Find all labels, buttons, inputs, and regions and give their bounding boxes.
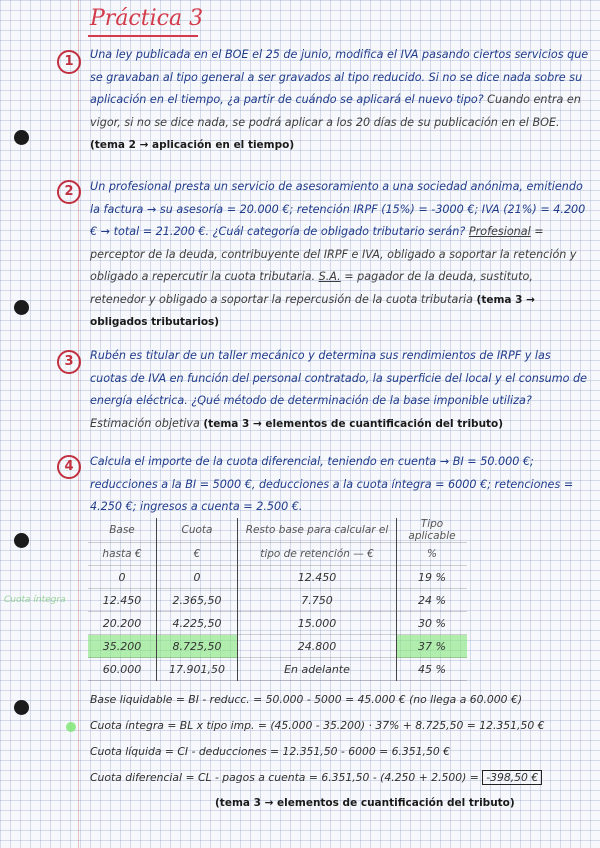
table-cell: 60.000	[88, 658, 157, 681]
table-header: €	[157, 543, 238, 566]
question-4: Calcula el importe de la cuota diferencial, teniendo en cuenta → BI = 50.000 €; reducciones a la BI = 5000 €, deducciones a la cuota íntegra = 6000 €; retenciones = 4.250 €; ingresos a cuenta = 2.500 €.	[90, 455, 574, 513]
question-2	[90, 176, 590, 334]
table-cell: 12.450	[238, 566, 397, 589]
faint-margin-note: Cuota íntegra	[4, 595, 66, 605]
table-header-row	[88, 518, 467, 543]
table-header: tipo de retención — €	[238, 543, 397, 566]
table-row	[88, 612, 467, 635]
question-text: Un profesional presta un servicio de asesoramiento a una sociedad anónima, emitiendo la factura → su asesoría = 20.000 €; retención IRPF (15%) = -3000 €; IVA (21%) = 4.200 € → total = 21.200 €. ¿Cuál categoría de obligado tributario serán?	[90, 180, 586, 238]
calc-line-final	[90, 771, 595, 784]
table-cell: 8.725,50	[157, 635, 238, 658]
table-cell: 24 %	[397, 589, 468, 612]
table-header: hasta €	[88, 543, 157, 566]
title-underline	[88, 35, 198, 37]
highlight-dot	[66, 722, 76, 732]
calc-line: Cuota íntegra = BL x tipo imp. = (45.000 - 35.200) · 37% + 8.725,50 = 12.351,50 €	[90, 719, 545, 732]
table-header: Tipo aplicable	[397, 518, 468, 543]
table-header: Base	[88, 518, 157, 543]
topic-reference: (tema 3 → obligados tributarios)	[90, 293, 535, 328]
answer-text: Cuando entra en vigor, si no se dice nada, se podrá aplicar a los 20 días de su publicación en el BOE.	[90, 93, 581, 129]
question-number: 2	[57, 180, 81, 204]
tax-table	[88, 518, 467, 681]
table-row	[88, 658, 467, 681]
table-cell: 37 %	[397, 635, 468, 658]
answer-label: Profesional	[468, 225, 531, 238]
margin-line	[78, 0, 79, 848]
table-cell: 19 %	[397, 566, 468, 589]
table-cell: 4.225,50	[157, 612, 238, 635]
table-cell: 0	[157, 566, 238, 589]
table-row	[88, 589, 467, 612]
binder-hole	[14, 300, 29, 315]
page-title: Práctica 3	[90, 6, 204, 31]
calc-line: Cuota líquida = CI - deducciones = 12.351,50 - 6000 = 6.351,50 €	[90, 745, 450, 758]
table-cell: En adelante	[238, 658, 397, 681]
binder-hole	[14, 700, 29, 715]
table-cell: 35.200	[88, 635, 157, 658]
question-1	[90, 44, 590, 157]
answer-text: = pagador de la deuda, sustituto, retenedor y obligado a soportar la repercusión de la cuota tributaria	[90, 270, 533, 306]
topic-reference: (tema 2 → aplicación en el tiempo)	[90, 139, 295, 151]
table-cell: 2.365,50	[157, 589, 238, 612]
table-header: %	[397, 543, 468, 566]
table-header: Resto base para calcular el	[238, 518, 397, 543]
table-cell: 7.750	[238, 589, 397, 612]
table-row-highlighted	[88, 635, 467, 658]
answer-label: S.A.	[318, 270, 341, 283]
question-text: Rubén es titular de un taller mecánico y determina sus rendimientos de IRPF y las cuotas de IVA en función del personal contratado, la superficie del local y el consumo de energía eléctrica. ¿Qué método de determinación de la base imponible utiliza?	[90, 349, 588, 407]
question-number: 3	[57, 350, 81, 374]
final-result: -398,50 €	[482, 770, 542, 785]
table-header-row	[88, 543, 467, 566]
table-cell: 30 %	[397, 612, 468, 635]
table-cell: 24.800	[238, 635, 397, 658]
table-cell: 0	[88, 566, 157, 589]
calc-text: Cuota diferencial = CL - pagos a cuenta = 6.351,50 - (4.250 + 2.500) =	[90, 771, 479, 784]
question-3	[90, 345, 590, 435]
question-text: Una ley publicada en el BOE el 25 de junio, modifica el IVA pasando ciertos servicios que se gravaban al tipo general a ser gravados al tipo reducido. Si no se dice nada sobre su aplicación en el tiempo, ¿a partir de cuándo se aplicará el nuevo tipo?	[90, 48, 589, 106]
table-cell: 17.901,50	[157, 658, 238, 681]
topic-reference: (tema 3 → elementos de cuantificación del tributo)	[215, 797, 515, 809]
calc-line: Base liquidable = BI - reducc. = 50.000 - 5000 = 45.000 € (no llega a 60.000 €)	[90, 693, 523, 706]
question-number: 4	[57, 455, 81, 479]
table-cell: 45 %	[397, 658, 468, 681]
table-row	[88, 566, 467, 589]
table-cell: 15.000	[238, 612, 397, 635]
topic-reference: (tema 3 → elementos de cuantificación del tributo)	[203, 417, 504, 430]
table-cell: 20.200	[88, 612, 157, 635]
answer-text: = perceptor de la deuda, contribuyente del IRPF e IVA, obligado a soportar la retención y obligado a repercutir la cuota tributaria.	[90, 225, 577, 283]
binder-hole	[14, 130, 29, 145]
binder-hole	[14, 533, 29, 548]
table-cell: 12.450	[88, 589, 157, 612]
answer-text: Estimación objetiva	[90, 416, 200, 430]
table-header: Cuota	[157, 518, 238, 543]
question-number: 1	[57, 50, 81, 74]
